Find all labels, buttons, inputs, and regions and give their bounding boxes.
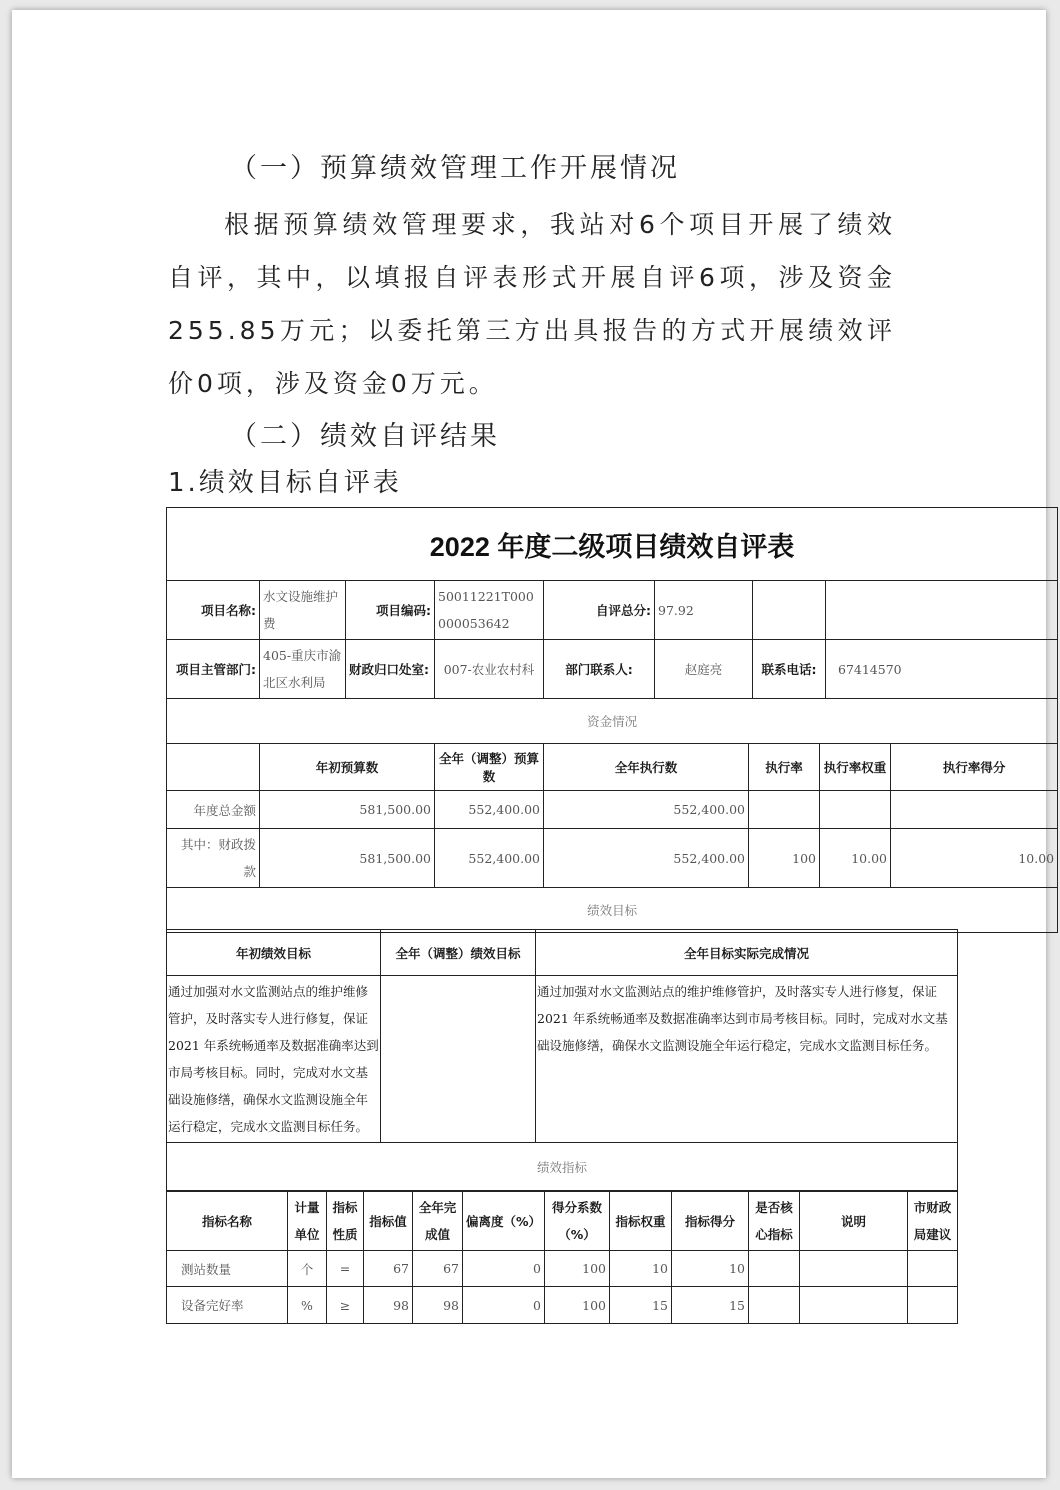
section-heading-1: （一）预算绩效管理工作开展情况 bbox=[230, 153, 680, 184]
funds-cell bbox=[749, 791, 820, 829]
project-name-label: 项目名称: bbox=[167, 581, 260, 640]
section-heading-2: （二）绩效自评结果 bbox=[230, 421, 500, 452]
table-subheading: 1.绩效目标自评表 bbox=[168, 468, 402, 498]
funds-cell: 581,500.00 bbox=[260, 829, 435, 888]
funds-cell: 10.00 bbox=[891, 829, 1058, 888]
indicator-header-coefficient: 得分系数（%） bbox=[545, 1191, 610, 1251]
funds-header-rate-weight: 执行率权重 bbox=[820, 744, 891, 791]
indicator-header-score: 指标得分 bbox=[672, 1191, 749, 1251]
indicator-core bbox=[749, 1251, 800, 1287]
funds-cell: 10.00 bbox=[820, 829, 891, 888]
indicator-done: 98 bbox=[413, 1287, 463, 1324]
finance-office-value: 007-农业农村科 bbox=[435, 640, 544, 699]
funds-cell bbox=[820, 791, 891, 829]
indicator-weight: 10 bbox=[610, 1251, 672, 1287]
indicator-core bbox=[749, 1287, 800, 1324]
funds-header-adjusted-budget: 全年（调整）预算数 bbox=[435, 744, 544, 791]
self-score-label: 自评总分: bbox=[544, 581, 655, 640]
indicator-header-weight: 指标权重 bbox=[610, 1191, 672, 1251]
indicator-header-unit: 计量单位 bbox=[288, 1191, 327, 1251]
indicator-coefficient: 100 bbox=[545, 1251, 610, 1287]
funds-section-header: 资金情况 bbox=[167, 699, 1058, 744]
indicator-value: 67 bbox=[364, 1251, 413, 1287]
indicator-done: 67 bbox=[413, 1251, 463, 1287]
funds-cell: 552,400.00 bbox=[544, 791, 749, 829]
goals-header-initial: 年初绩效目标 bbox=[167, 930, 381, 976]
indicator-advice bbox=[908, 1287, 958, 1324]
goals-header-adjusted: 全年（调整）绩效目标 bbox=[381, 930, 536, 976]
funds-cell: 100 bbox=[749, 829, 820, 888]
contact-value: 赵庭亮 bbox=[655, 640, 753, 699]
project-name-value: 水文设施维护费 bbox=[260, 581, 346, 640]
department-label: 项目主管部门: bbox=[167, 640, 260, 699]
goals-table bbox=[166, 929, 958, 1192]
indicators-section-header: 绩效指标 bbox=[167, 1143, 958, 1192]
indicator-deviation: 0 bbox=[463, 1287, 545, 1324]
contact-label: 部门联系人: bbox=[544, 640, 655, 699]
phone-label: 联系电话: bbox=[753, 640, 826, 699]
indicator-unit: % bbox=[288, 1287, 327, 1324]
funds-cell: 552,400.00 bbox=[544, 829, 749, 888]
self-evaluation-table bbox=[166, 507, 1058, 933]
indicator-weight: 15 bbox=[610, 1287, 672, 1324]
indicator-header-done: 全年完成值 bbox=[413, 1191, 463, 1251]
phone-value: 67414570 bbox=[826, 640, 1058, 699]
goal-initial-text: 通过加强对水文监测站点的维护维修管护，及时落实专人进行修复，保证2021 年系统畅通率及数据准确率达到市局考核目标。同时，完成对水文基础设施修缮，确保水文监测设施全年运行稳定，完成水文监测目标任务。 bbox=[167, 976, 381, 1143]
indicator-score: 15 bbox=[672, 1287, 749, 1324]
table-title: 2022 年度二级项目绩效自评表 bbox=[167, 508, 1058, 581]
funds-cell: 552,400.00 bbox=[435, 791, 544, 829]
indicator-deviation: 0 bbox=[463, 1251, 545, 1287]
indicator-row bbox=[167, 1287, 958, 1324]
funds-row-label: 年度总金额 bbox=[167, 791, 260, 829]
indicator-note bbox=[800, 1287, 908, 1324]
goal-adjusted-text bbox=[381, 976, 536, 1143]
department-value: 405-重庆市渝北区水利局 bbox=[260, 640, 346, 699]
self-score-value: 97.92 bbox=[655, 581, 753, 640]
funds-header-execution-rate: 执行率 bbox=[749, 744, 820, 791]
goal-actual-text: 通过加强对水文监测站点的维护维修管护，及时落实专人进行修复，保证2021 年系统畅通率及数据准确率达到市局考核目标。同时，完成对水文基础设施修缮，确保水文监测设施全年运行稳定，完成水文监测目标任务。 bbox=[536, 976, 958, 1143]
funds-cell: 552,400.00 bbox=[435, 829, 544, 888]
indicator-header-note: 说明 bbox=[800, 1191, 908, 1251]
indicator-header-advice: 市财政局建议 bbox=[908, 1191, 958, 1251]
indicator-name: 测站数量 bbox=[167, 1251, 288, 1287]
indicator-nature: = bbox=[327, 1251, 364, 1287]
indicator-header-name: 指标名称 bbox=[167, 1191, 288, 1251]
funds-header-rate-score: 执行率得分 bbox=[891, 744, 1058, 791]
goals-header-actual: 全年目标实际完成情况 bbox=[536, 930, 958, 976]
indicator-header-core: 是否核心指标 bbox=[749, 1191, 800, 1251]
project-code-label: 项目编码: bbox=[346, 581, 435, 640]
finance-office-label: 财政归口处室: bbox=[346, 640, 435, 699]
indicator-header-deviation: 偏离度（%） bbox=[463, 1191, 545, 1251]
indicator-advice bbox=[908, 1251, 958, 1287]
indicator-header-nature: 指标性质 bbox=[327, 1191, 364, 1251]
funds-header-initial-budget: 年初预算数 bbox=[260, 744, 435, 791]
goals-section-header: 绩效目标 bbox=[167, 888, 1058, 933]
project-code-value: 50011221T000000053642 bbox=[435, 581, 544, 640]
indicator-nature: ≥ bbox=[327, 1287, 364, 1324]
funds-row-fiscal bbox=[167, 829, 1058, 888]
indicators-table bbox=[166, 1190, 958, 1324]
section-1-paragraph: 根据预算绩效管理要求，我站对6个项目开展了绩效自评，其中，以填报自评表形式开展自评6项，涉及资金255.85万元；以委托第三方出具报告的方式开展绩效评价0项，涉及资金0万元。 bbox=[168, 210, 896, 398]
indicator-value: 98 bbox=[364, 1287, 413, 1324]
indicator-note bbox=[800, 1251, 908, 1287]
funds-cell: 581,500.00 bbox=[260, 791, 435, 829]
funds-cell bbox=[891, 791, 1058, 829]
funds-row-total bbox=[167, 791, 1058, 829]
indicator-score: 10 bbox=[672, 1251, 749, 1287]
indicator-unit: 个 bbox=[288, 1251, 327, 1287]
funds-header-executed: 全年执行数 bbox=[544, 744, 749, 791]
indicator-row bbox=[167, 1251, 958, 1287]
funds-row-label: 其中：财政拨款 bbox=[167, 829, 260, 888]
indicator-name: 设备完好率 bbox=[167, 1287, 288, 1324]
indicator-coefficient: 100 bbox=[545, 1287, 610, 1324]
indicator-header-value: 指标值 bbox=[364, 1191, 413, 1251]
